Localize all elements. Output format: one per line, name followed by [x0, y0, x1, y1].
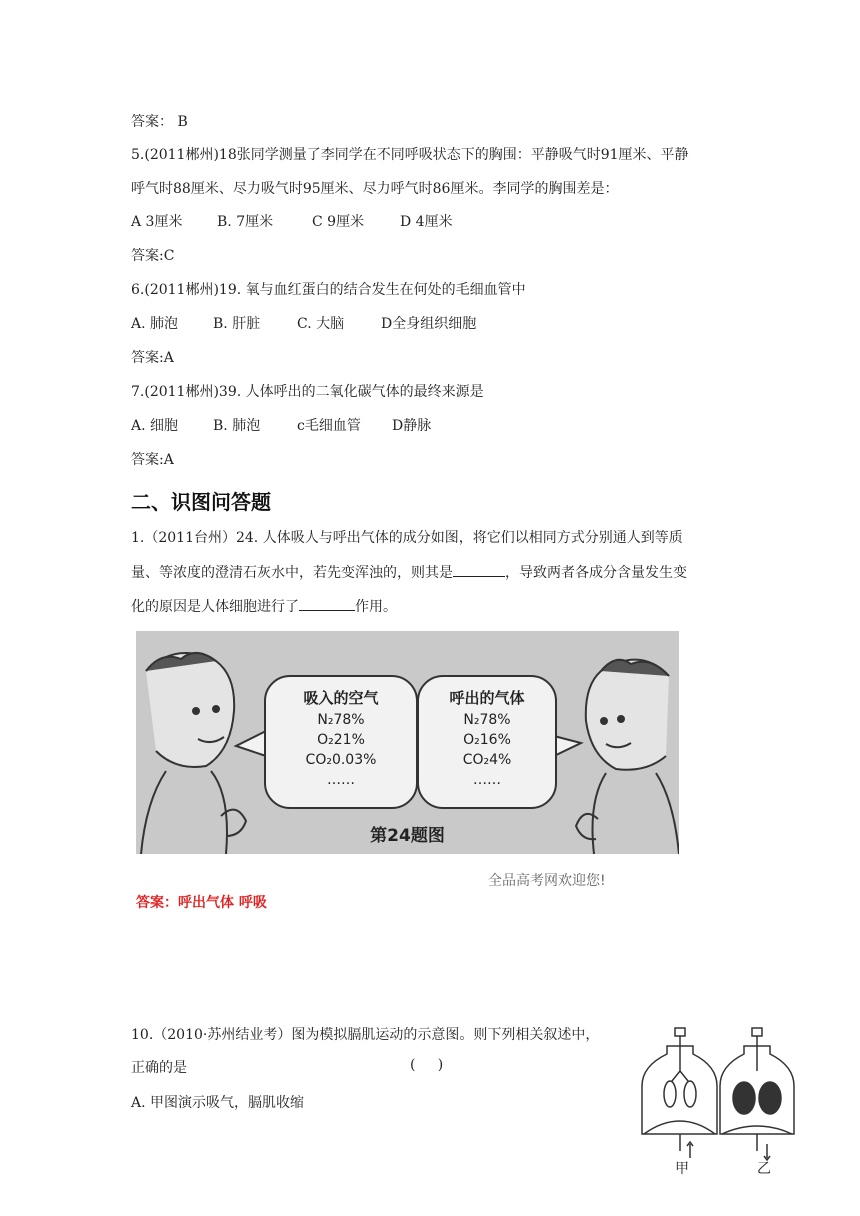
answer-blank-2 [299, 596, 355, 611]
option: c毛细血管 [297, 418, 361, 434]
bubble-row: N₂78% [463, 712, 511, 728]
q7-answer: 答案:A [131, 452, 174, 468]
option: C. 大脑 [297, 316, 345, 332]
right-bubble-tail [554, 736, 581, 756]
q7-text: 7.(2011郴州)39. 人体呼出的二氧化碳气体的最终来源是 [131, 384, 484, 400]
option: D 4厘米 [400, 214, 453, 230]
q1-line2-a: 量、等浓度的澄清石灰水中，若先变浑浊的，则其是 [131, 565, 453, 581]
q5-line2: 呼气时88厘米、尽力吸气时95厘米、尽力呼气时86厘米。李同学的胸围差是： [131, 181, 619, 197]
bubble-row: …… [327, 772, 355, 788]
q1-line2 [131, 562, 687, 583]
q5-answer: 答案:C [131, 248, 175, 264]
answer-b: 答案： B [131, 114, 188, 130]
q1-line3-a: 化的原因是人体细胞进行了 [131, 599, 299, 615]
q1-line2-b: ，导致两者各成分含量发生变 [505, 565, 687, 581]
bubble-row: N₂78% [317, 712, 365, 728]
figure-24-breathing-gases [136, 631, 679, 854]
jar-right-diagram [720, 1028, 794, 1160]
q1-line1: 1.（2011台州）24. 人体吸人与呼出气体的成分如图，将它们以相同方式分别通人到等质 [131, 530, 683, 546]
q1-line3-b: 作用。 [355, 599, 397, 615]
figure-24-answer: 答案：呼出气体 呼吸 [136, 895, 267, 911]
section-heading: 二、识图问答题 [131, 490, 271, 514]
option: A. 细胞 [131, 418, 179, 434]
q10-option-a: A. 甲图演示吸气，膈肌收缩 [131, 1095, 305, 1111]
jar-label-yi: 乙 [757, 1161, 771, 1177]
q6-text: 6.(2011郴州)19. 氧与血红蛋白的结合发生在何处的毛细血管中 [131, 282, 526, 298]
left-bubble-tail [236, 731, 266, 756]
q10-line1: 10.（2010·苏州结业考）图为模拟膈肌运动的示意图。则下列相关叙述中， [131, 1027, 600, 1043]
bubble-row: O₂21% [317, 732, 365, 748]
q1-line3 [131, 596, 397, 617]
bubble-row: CO₂4% [462, 752, 512, 768]
figure-caption: 第24题图 [370, 826, 445, 846]
q7-options [131, 416, 431, 436]
watermark-text: 全品高考网欢迎您! [488, 873, 606, 889]
q5-options [131, 212, 453, 232]
option: B. 肺泡 [213, 418, 261, 434]
bubble-row: O₂16% [463, 732, 511, 748]
jar-left-diagram [642, 1028, 717, 1158]
option: D全身组织细胞 [381, 316, 477, 332]
q5-line1: 5.(2011郴州)18张同学测量了李同学在不同呼吸状态下的胸围：平静吸气时91厘米、平静 [131, 147, 689, 163]
option: C 9厘米 [312, 214, 365, 230]
bubble-row: …… [473, 772, 501, 788]
inhaled-air-bubble [264, 675, 418, 809]
option: D静脉 [392, 418, 432, 434]
q10-answer-paren: ( ) [410, 1057, 444, 1073]
option: B. 肝脏 [213, 316, 261, 332]
diaphragm-model-figure [632, 1026, 802, 1176]
option: A 3厘米 [131, 214, 183, 230]
exhaled-gas-bubble [417, 675, 557, 809]
q6-options [131, 314, 476, 334]
answer-blank-1 [453, 562, 505, 577]
q6-answer: 答案:A [131, 350, 174, 366]
bubble-row: CO₂0.03% [305, 752, 377, 768]
option: A. 肺泡 [131, 316, 179, 332]
option: B. 7厘米 [217, 214, 274, 230]
jar-label-jia: 甲 [675, 1161, 689, 1177]
bubble-title: 呼出的气体 [449, 689, 525, 707]
q10-line2: 正确的是 [131, 1060, 187, 1076]
bubble-title: 吸入的空气 [303, 689, 379, 707]
